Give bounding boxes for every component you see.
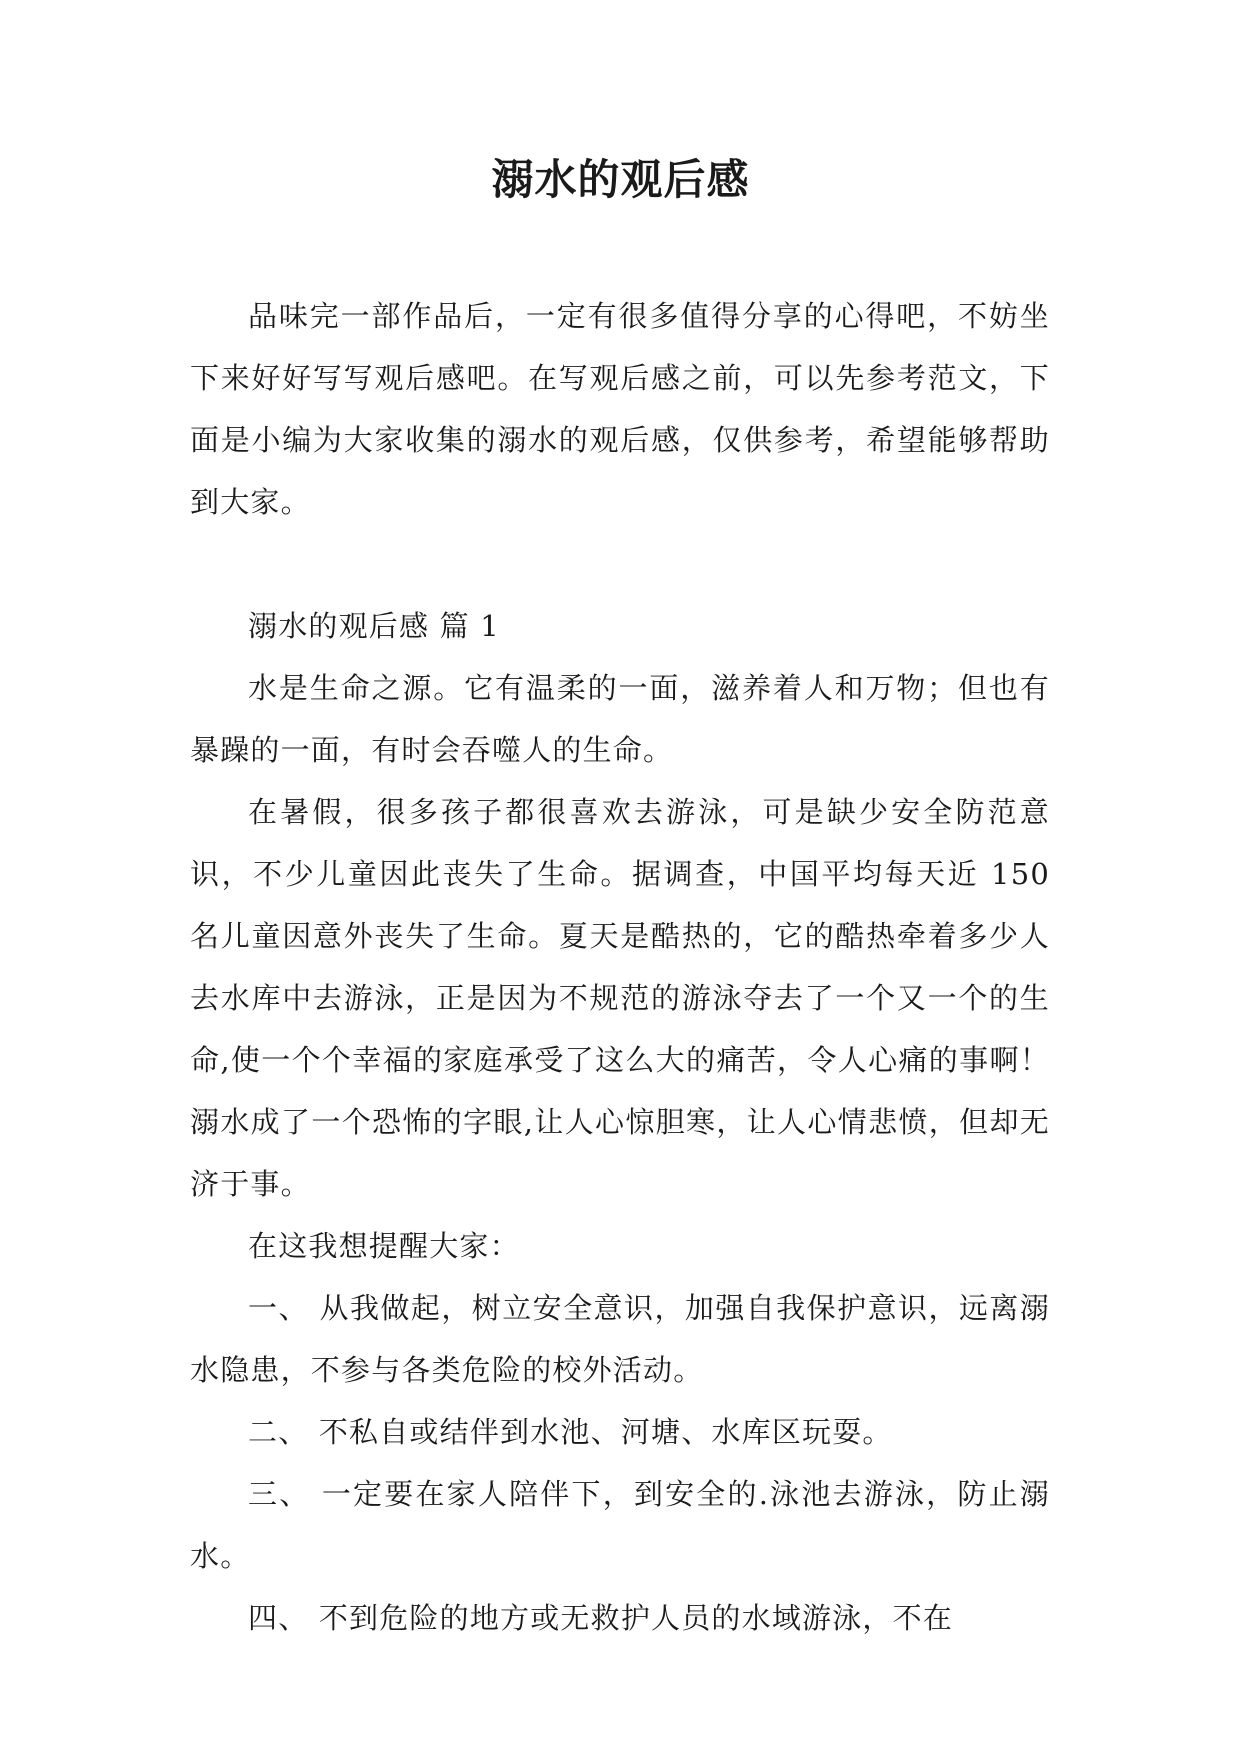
paragraph: 在这我想提醒大家： [248, 1229, 520, 1263]
intro-paragraph: 品味完一部作品后，一定有很多值得分享的心得吧，不妨坐下来好好写写观后感吧。在写观后感之前，可以先参考范文，下面是小编为大家收集的溺水的观后感，仅供参考，希望能够帮助到大家。 [190, 299, 1050, 519]
document-body [190, 285, 1050, 1649]
paragraph: 水是生命之源。它有温柔的一面，滋养着人和万物；但也有暴躁的一面，有时会吞噬人的生命。 [190, 671, 1050, 767]
list-item-paragraph: 一、 从我做起，树立安全意识，加强自我保护意识，远离溺水隐患，不参与各类危险的校外活动。 [190, 1291, 1050, 1387]
paragraph: 在暑假，很多孩子都很喜欢去游泳，可是缺少安全防范意识，不少儿童因此丧失了生命。据调查，中国平均每天近 150 名儿童因意外丧失了生命。夏天是酷热的，它的酷热牵着多少人去水库中去游泳，正是因为不规范的游泳夺去了一个又一个的生命,使一个个幸福的家庭承受了这么大的痛苦，令人心痛的事啊！溺水成了一个恐怖的字眼,让人心惊胆寒，让人心情悲愤，但却无济于事。 [190, 795, 1050, 1201]
list-item-paragraph: 二、 不私自或结伴到水池、河塘、水库区玩耍。 [248, 1415, 893, 1449]
section-heading: 溺水的观后感 篇 1 [248, 609, 500, 643]
document-title: 溺水的观后感 [491, 155, 750, 204]
list-item-paragraph: 三、 一定要在家人陪伴下，到安全的.泳池去游泳，防止溺水。 [190, 1477, 1050, 1573]
list-item-paragraph: 四、 不到危险的地方或无救护人员的水域游泳，不在 [248, 1601, 954, 1635]
